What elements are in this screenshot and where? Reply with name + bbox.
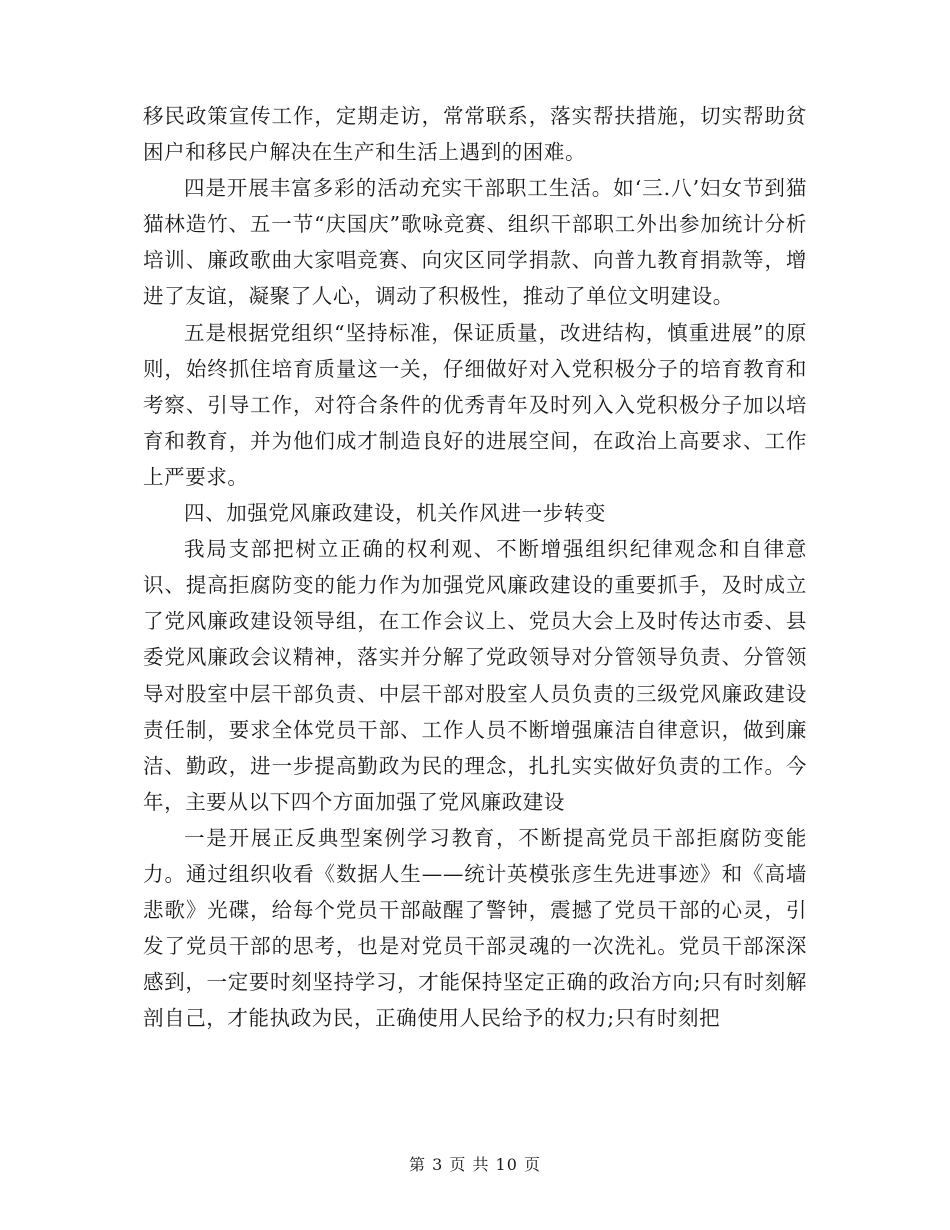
paragraph: 我局支部把树立正确的权利观、不断增强组织纪律观念和自律意识、提高拒腐防变的能力作为加强党风廉政建设的重要抓手，及时成立了党风廉政建设领导组，在工作会议上、党员大会上及时传达市委、县委党风廉政会议精神，落实并分解了党政领导对分管领导负责、分管领导对股室中层干部负责、中层干部对股室人员负责的三级党风廉政建设责任制，要求全体党员干部、工作人员不断增强廉洁自律意识，做到廉洁、勤政，进一步提高勤政为民的理念，扎扎实实做好负责的工作。今年，主要从以下四个方面加强了党风廉政建设 [143, 537, 807, 814]
paragraph: 五是根据党组织“坚持标准，保证质量，改进结构，慎重进展”的原则，始终抓住培育质量这一关，仔细做好对入党积极分子的培育教育和考察、引导工作，对符合条件的优秀青年及时列入入党积极分子加以培育和教育，并为他们成才制造良好的进展空间，在政治上高要求、工作上严要求。 [143, 320, 807, 489]
paragraph: 一是开展正反典型案例学习教育，不断提高党员干部拒腐防变能力。通过组织收看《数据人生——统计英模张彦生先进事迹》和《高墙悲歌》光碟，给每个党员干部敲醒了警钟，震撼了党员干部的心灵，引发了党员干部的思考，也是对党员干部灵魂的一次洗礼。党员干部深深感到，一定要时刻坚持学习，才能保持坚定正确的政治方向;只有时刻解剖自己，才能执政为民，正确使用人民给予的权力;只有时刻把 [143, 825, 807, 1031]
paragraph-continued: 移民政策宣传工作，定期走访，常常联系，落实帮扶措施，切实帮助贫困户和移民户解决在生产和生活上遇到的困难。 [143, 104, 807, 165]
page-number-footer: 第 3 页 共 10 页 [409, 1155, 541, 1174]
section-heading: 四、加强党风廉政建设，机关作风进一步转变 [184, 501, 606, 526]
document-body [143, 98, 807, 1036]
paragraph: 四是开展丰富多彩的活动充实干部职工生活。如‘三.八’妇女节到猫猫林造竹、五一节“庆国庆”歌咏竞赛、组织干部职工外出参加统计分析培训、廉政歌曲大家唱竞赛、向灾区同学捐款、向普九教育捐款等，增进了友谊，凝聚了人心，调动了积极性，推动了单位文明建设。 [143, 176, 807, 309]
